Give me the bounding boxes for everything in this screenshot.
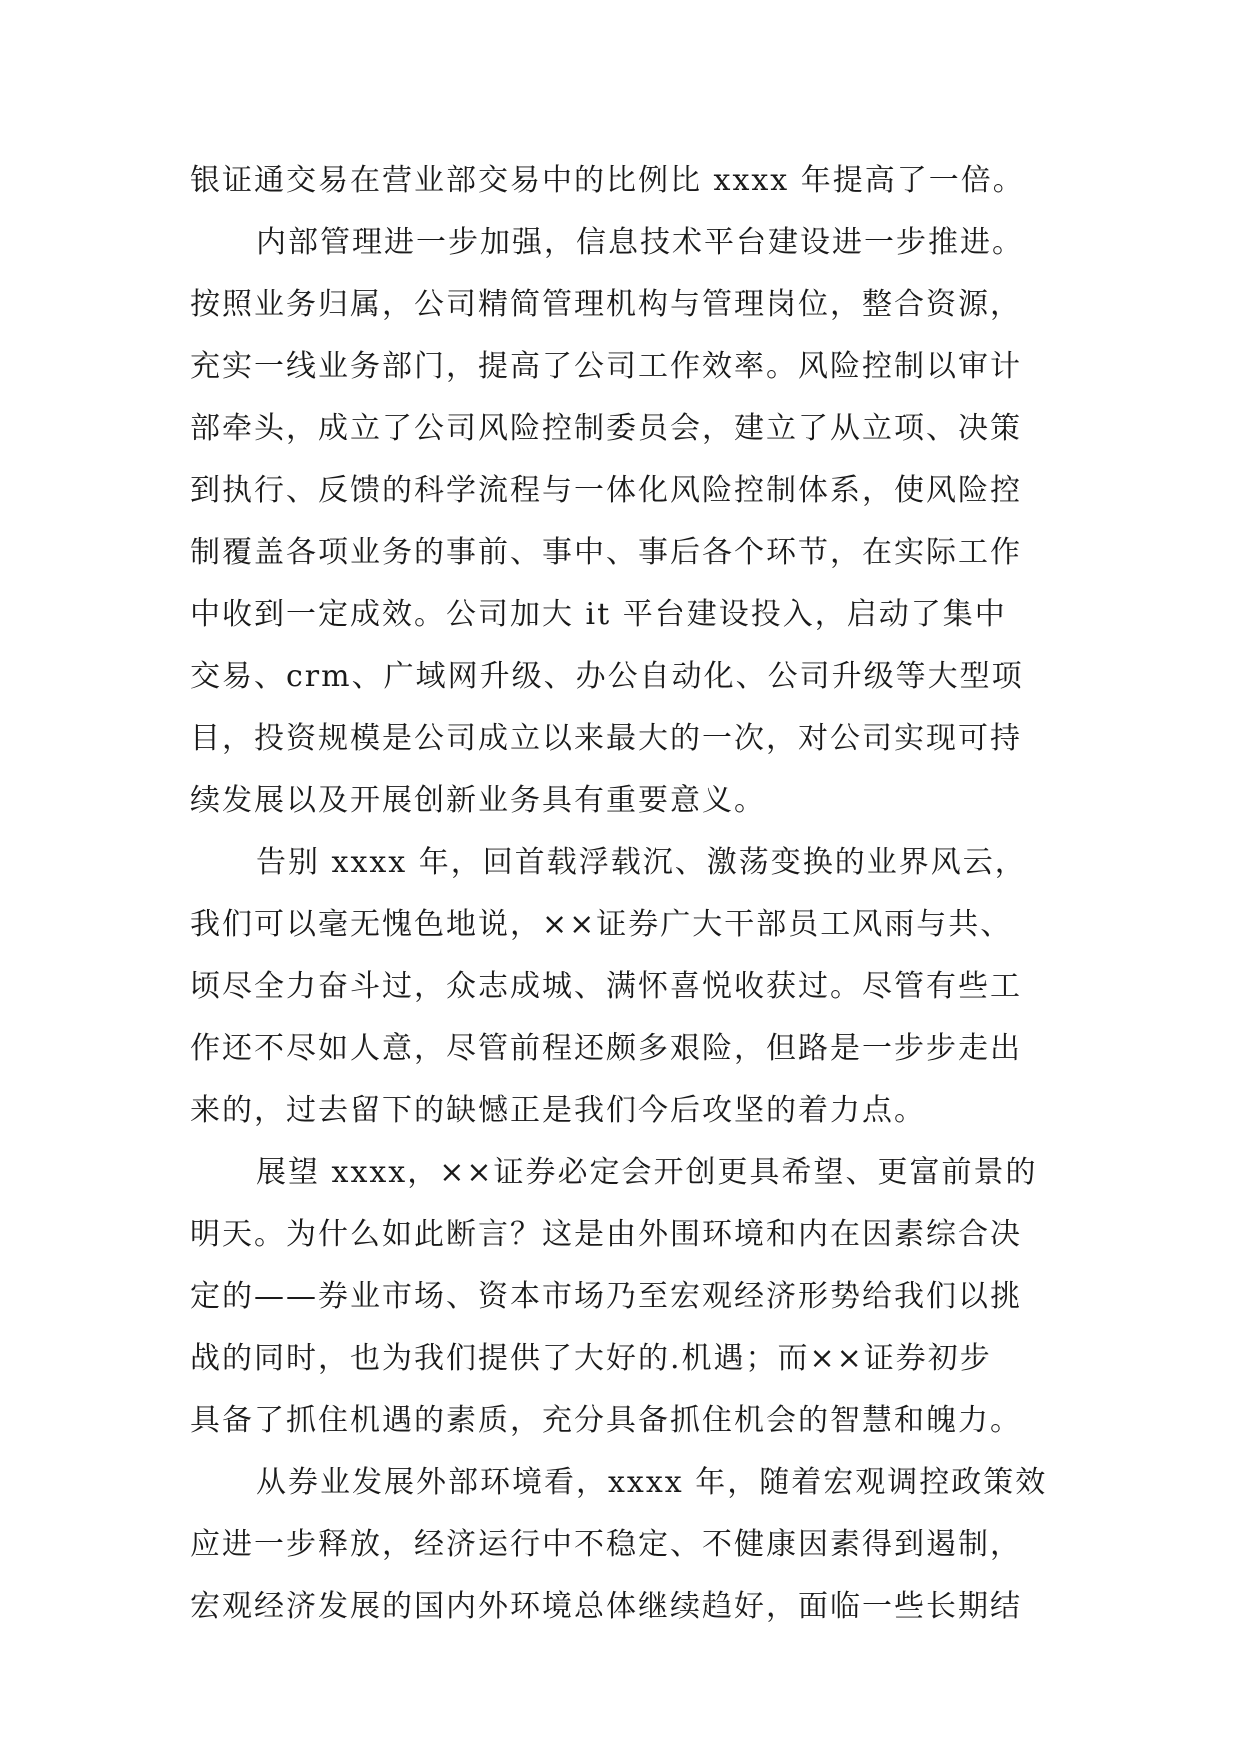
text-line: 中收到一定成效。公司加大 it 平台建设投入，启动了集中 [190, 597, 1007, 632]
text-line: 定的——券业市场、资本市场乃至宏观经济形势给我们以挑 [190, 1279, 1022, 1314]
paragraph-start-line: 从券业发展外部环境看，xxxx 年，随着宏观调控政策效 [256, 1465, 1048, 1500]
text-line: 银证通交易在营业部交易中的比例比 xxxx 年提高了一倍。 [190, 163, 1025, 198]
text-line: 交易、crm、广域网升级、办公自动化、公司升级等大型项 [190, 659, 1024, 694]
text-line: 我们可以毫无愧色地说，××证券广大干部员工风雨与共、 [190, 907, 1013, 942]
text-line: 战的同时，也为我们提供了大好的.机遇；而××证券初步 [190, 1341, 992, 1376]
text-line: 部牵头，成立了公司风险控制委员会，建立了从立项、决策 [190, 411, 1022, 446]
text-line: 作还不尽如人意，尽管前程还颇多艰险，但路是一步步走出 [190, 1031, 1022, 1066]
text-line: 应进一步释放，经济运行中不稳定、不健康因素得到遏制， [190, 1527, 1022, 1562]
paragraph-start-line: 内部管理进一步加强，信息技术平台建设进一步推进。 [256, 225, 1024, 260]
text-line: 具备了抓住机遇的素质，充分具备抓住机会的智慧和魄力。 [190, 1403, 1022, 1438]
text-line: 制覆盖各项业务的事前、事中、事后各个环节，在实际工作 [190, 535, 1022, 570]
text-line: 到执行、反馈的科学流程与一体化风险控制体系，使风险控 [190, 473, 1022, 508]
paragraph-start-line: 告别 xxxx 年，回首载浮载沉、激荡变换的业界风云， [256, 845, 1027, 880]
text-line: 按照业务归属，公司精简管理机构与管理岗位，整合资源， [190, 287, 1022, 322]
text-line: 续发展以及开展创新业务具有重要意义。 [190, 783, 766, 818]
text-line: 充实一线业务部门，提高了公司工作效率。风险控制以审计 [190, 349, 1022, 384]
text-line: 目，投资规模是公司成立以来最大的一次，对公司实现可持 [190, 721, 1022, 756]
text-line: 顷尽全力奋斗过，众志成城、满怀喜悦收获过。尽管有些工 [190, 969, 1022, 1004]
text-line: 宏观经济发展的国内外环境总体继续趋好，面临一些长期结 [190, 1589, 1022, 1624]
body-text [190, 150, 1070, 1638]
paragraph-start-line: 展望 xxxx，××证券必定会开创更具希望、更富前景的 [256, 1155, 1038, 1190]
text-line: 来的，过去留下的缺憾正是我们今后攻坚的着力点。 [190, 1093, 926, 1128]
text-line: 明天。为什么如此断言？这是由外围环境和内在因素综合决 [190, 1217, 1022, 1252]
